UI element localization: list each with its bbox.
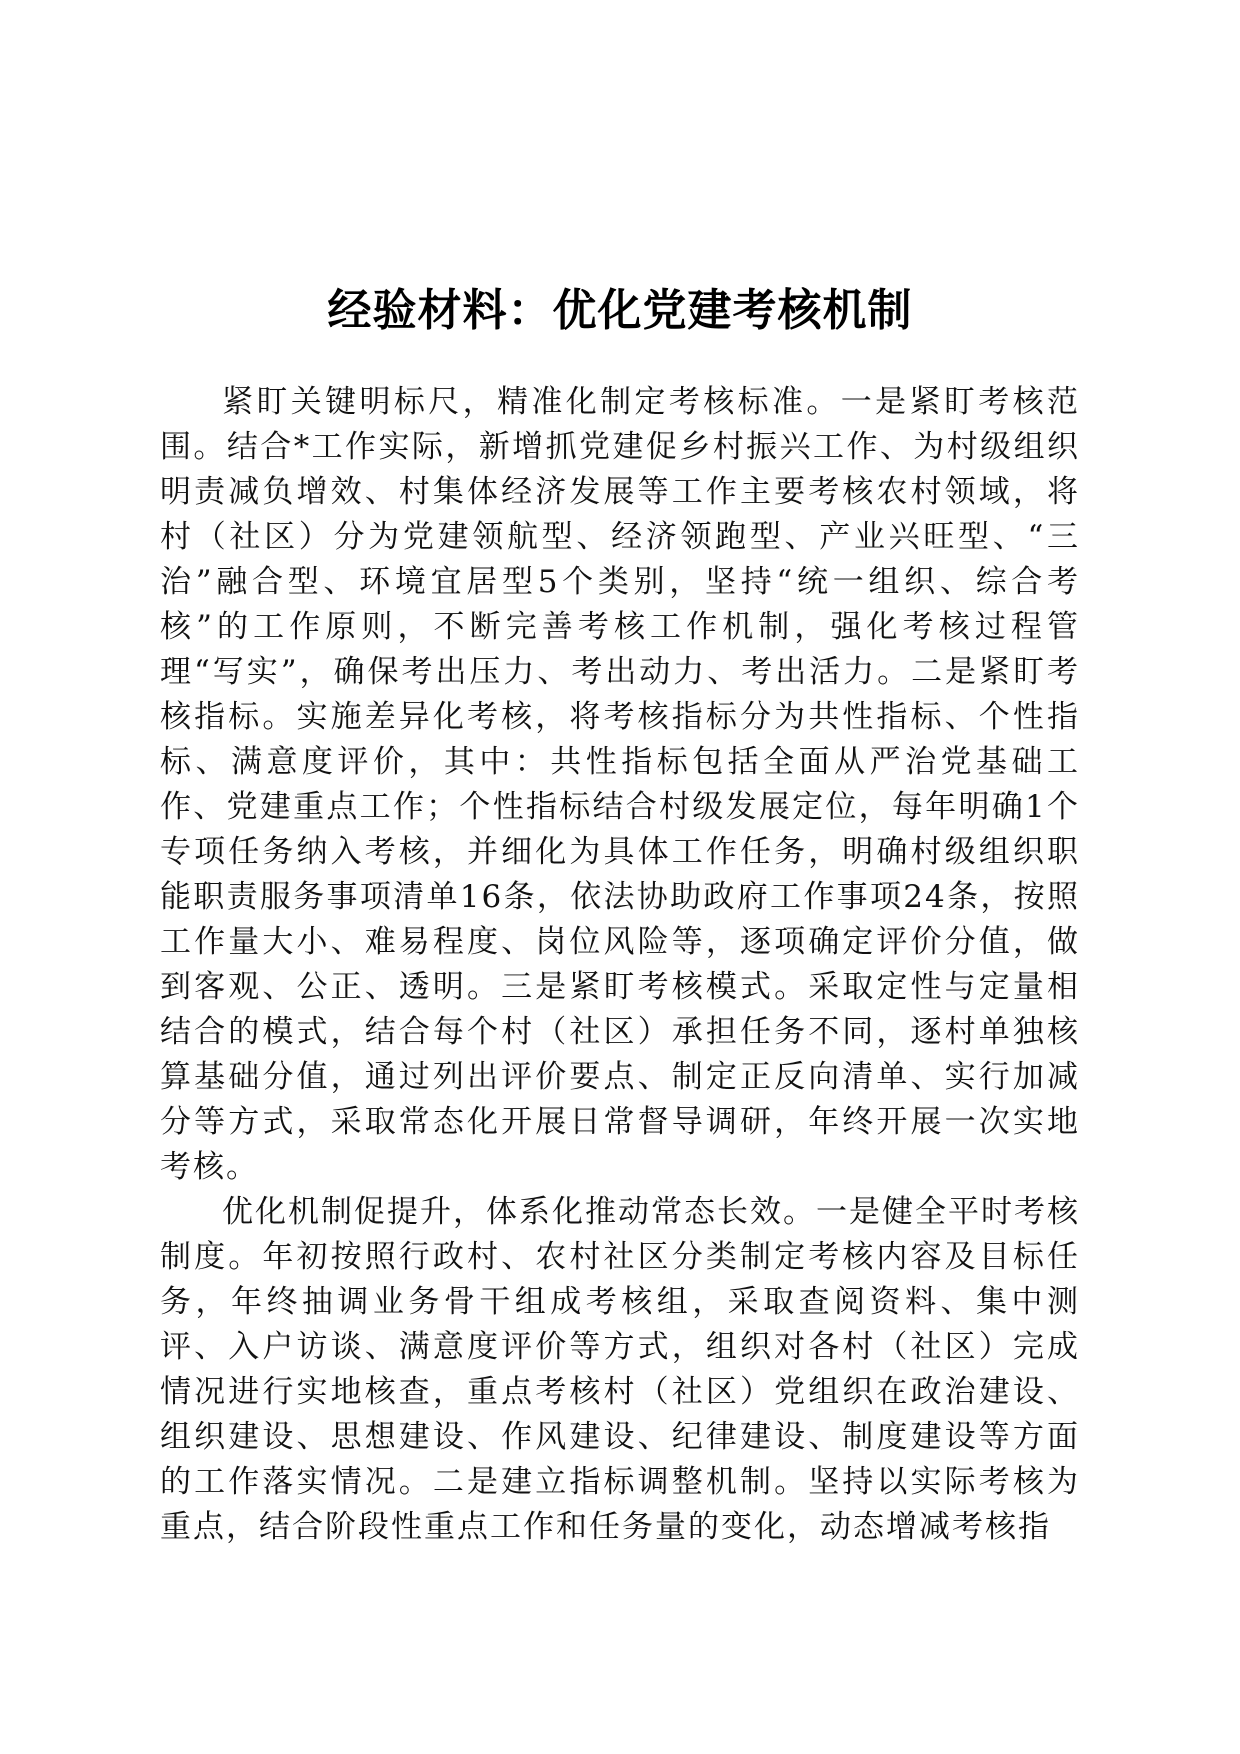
document-body	[160, 380, 1080, 1550]
paragraph-1: 紧盯关键明标尺，精准化制定考核标准。一是紧盯考核范围。结合*工作实际，新增抓党建促乡村振兴工作、为村级组织明责减负增效、村集体经济发展等工作主要考核农村领域，将村（社区）分为党建领航型、经济领跑型、产业兴旺型、“三治”融合型、环境宜居型5个类别，坚持“统一组织、综合考核”的工作原则，不断完善考核工作机制，强化考核过程管理“写实”，确保考出压力、考出动力、考出活力。二是紧盯考核指标。实施差异化考核，将考核指标分为共性指标、个性指标、满意度评价，其中：共性指标包括全面从严治党基础工作、党建重点工作；个性指标结合村级发展定位，每年明确1个专项任务纳入考核，并细化为具体工作任务，明确村级组织职能职责服务事项清单16条，依法协助政府工作事项24条，按照工作量大小、难易程度、岗位风险等，逐项确定评价分值，做到客观、公正、透明。三是紧盯考核模式。采取定性与定量相结合的模式，结合每个村（社区）承担任务不同，逐村单独核算基础分值，通过列出评价要点、制定正反向清单、实行加减分等方式，采取常态化开展日常督导调研，年终开展一次实地考核。	[160, 384, 1080, 1185]
document-title: 经验材料：优化党建考核机制	[327, 285, 913, 337]
paragraph-2: 优化机制促提升，体系化推动常态长效。一是健全平时考核制度。年初按照行政村、农村社区分类制定考核内容及目标任务，年终抽调业务骨干组成考核组，采取查阅资料、集中测评、入户访谈、满意度评价等方式，组织对各村（社区）完成情况进行实地核查，重点考核村（社区）党组织在政治建设、组织建设、思想建设、作风建设、纪律建设、制度建设等方面的工作落实情况。二是建立指标调整机制。坚持以实际考核为重点，结合阶段性重点工作和任务量的变化，动态增减考核指	[160, 1194, 1080, 1545]
